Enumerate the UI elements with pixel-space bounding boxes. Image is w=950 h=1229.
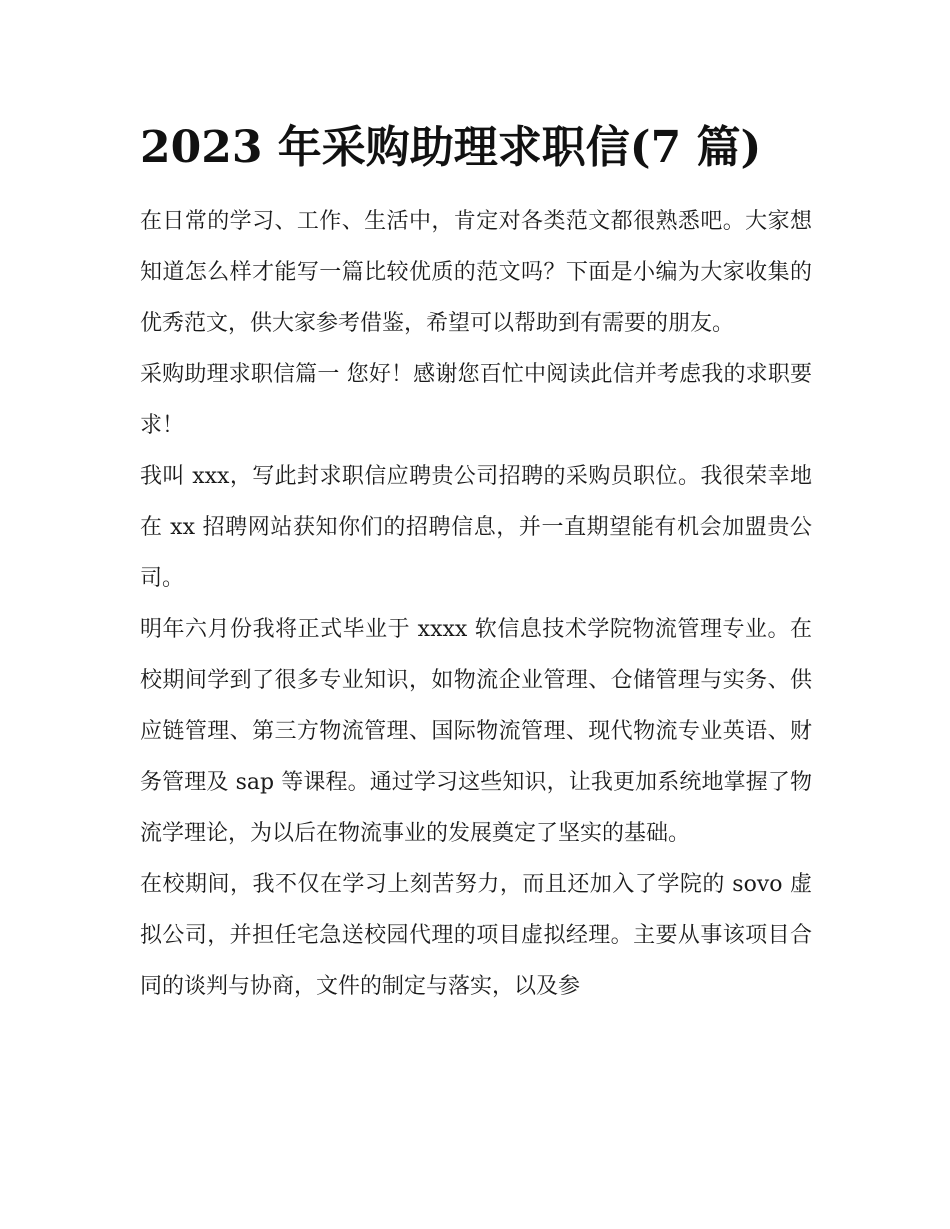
paragraph-experience: 在校期间，我不仅在学习上刻苦努力，而且还加入了学院的 sovo 虚拟公司，并担任宅急送校园代理的项目虚拟经理。主要从事该项目合同的谈判与协商，文件的制定与落实，以及参: [140, 872, 812, 999]
paragraph-introduction: 我叫 xxx，写此封求职信应聘贵公司招聘的采购员职位。我很荣幸地在 xx 招聘网站获知你们的招聘信息，并一直期望能有机会加盟贵公司。: [140, 464, 812, 591]
paragraph-education: 明年六月份我将正式毕业于 xxxx 软信息技术学院物流管理专业。在校期间学到了很多专业知识，如物流企业管理、仓储管理与实务、供应链管理、第三方物流管理、国际物流管理、现代物流专业英语、财务管理及 sap 等课程。通过学习这些知识，让我更加系统地掌握了物流学理论，为以后在物流事业的发展奠定了坚实的基础。: [140, 617, 812, 846]
paragraph-greeting: 采购助理求职信篇一 您好！感谢您百忙中阅读此信并考虑我的求职要求！: [140, 362, 812, 438]
document-body: [140, 196, 812, 1012]
document-title: 2023 年采购助理求职信(7 篇): [140, 122, 762, 173]
paragraph-intro: 在日常的学习、工作、生活中，肯定对各类范文都很熟悉吧。大家想知道怎么样才能写一篇比较优质的范文吗？下面是小编为大家收集的优秀范文，供大家参考借鉴，希望可以帮助到有需要的朋友。: [140, 209, 812, 336]
